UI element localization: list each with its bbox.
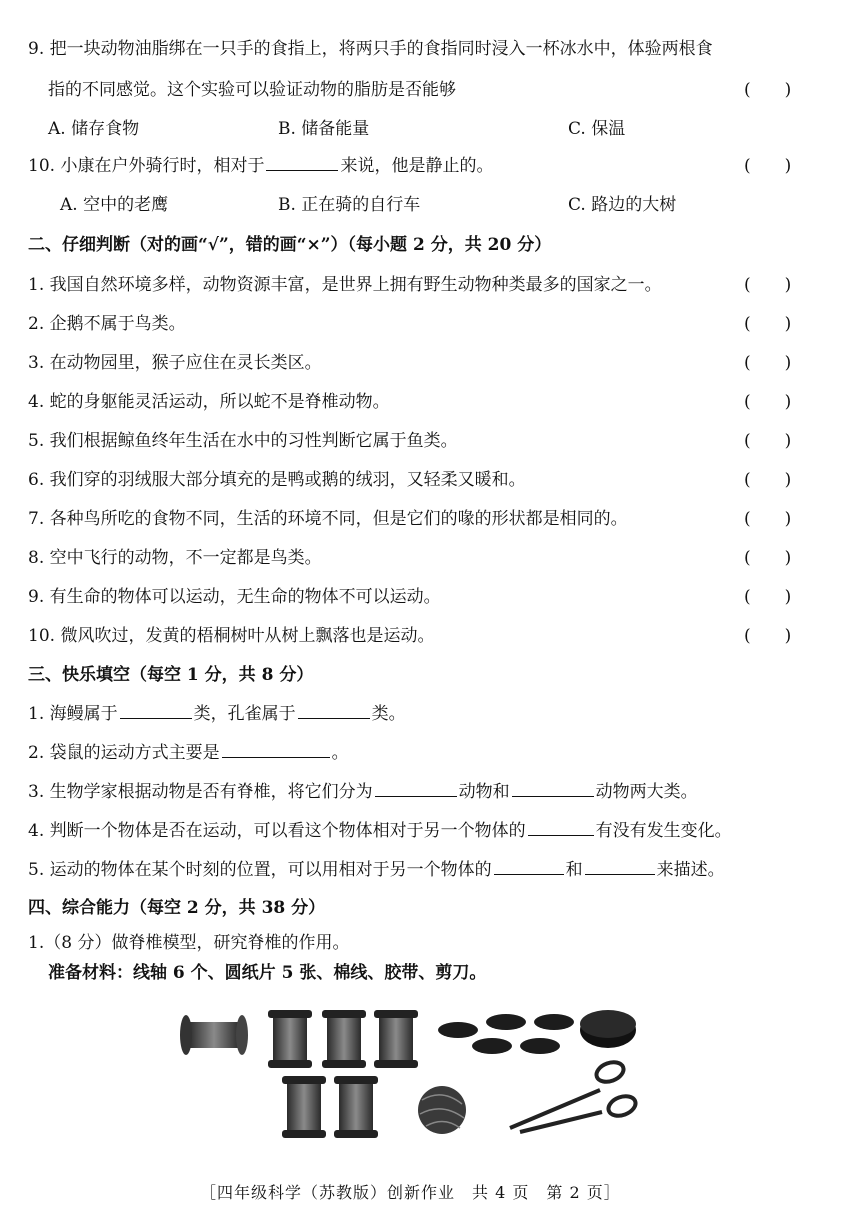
- question-9-line2: 指的不同感觉。这个实验可以验证动物的脂肪是否能够: [48, 80, 456, 100]
- text: 5. 运动的物体在某个时刻的位置，可以用相对于另一个物体的: [28, 860, 492, 880]
- text: 类，孔雀属于: [193, 704, 296, 724]
- text: 动物和: [458, 782, 510, 802]
- fill-question-1: [28, 699, 406, 724]
- scissors-icon: [510, 1059, 638, 1132]
- page-footer: ［四年级科学（苏教版）创新作业 共 4 页 第 2 页］: [200, 1183, 621, 1202]
- judge-item: 6. 我们穿的羽绒服大部分填充的是鸭或鹅的绒羽，又轻柔又暖和。: [28, 470, 526, 490]
- judge-item: 8. 空中飞行的动物，不一定都是鸟类。: [28, 548, 322, 568]
- q9-option-b: B. 储备能量: [278, 119, 370, 139]
- text: 动物两大类。: [595, 782, 698, 802]
- text: 来描述。: [656, 860, 725, 880]
- answer-blank[interactable]: [120, 700, 192, 719]
- fill-question-5: [28, 855, 725, 880]
- answer-paren[interactable]: ( ): [744, 509, 792, 529]
- answer-paren[interactable]: ( ): [744, 353, 792, 373]
- answer-blank[interactable]: [222, 739, 330, 758]
- answer-blank[interactable]: [528, 817, 594, 836]
- answer-paren[interactable]: ( ): [744, 80, 792, 100]
- materials-list: 准备材料：线轴 6 个、圆纸片 5 张、棉线、胶带、剪刀。: [48, 963, 487, 983]
- section-3-title: 三、快乐填空（每空 1 分，共 8 分）: [28, 665, 314, 685]
- judge-item: 1. 我国自然环境多样，动物资源丰富，是世界上拥有野生动物种类最多的国家之一。: [28, 275, 662, 295]
- tape-roll-icon: [580, 1010, 636, 1048]
- answer-paren[interactable]: ( ): [744, 587, 792, 607]
- answer-paren[interactable]: ( ): [744, 548, 792, 568]
- paper-disc-icon: [438, 1014, 574, 1054]
- judge-item: 10. 微风吹过，发黄的梧桐树叶从树上飘落也是运动。: [28, 626, 435, 646]
- spool-icon: [374, 1010, 418, 1068]
- text: 类。: [371, 704, 406, 724]
- spool-icon: [180, 1015, 248, 1055]
- section-4-title: 四、综合能力（每空 2 分，共 38 分）: [28, 898, 326, 918]
- materials-illustration: [170, 1000, 650, 1150]
- question-9-line1: 9. 把一块动物油脂绑在一只手的食指上，将两只手的食指同时浸入一杯冰水中，体验两根食: [28, 39, 713, 59]
- text: 3. 生物学家根据动物是否有脊椎，将它们分为: [28, 782, 373, 802]
- text: 和: [565, 860, 583, 880]
- answer-blank[interactable]: [266, 152, 338, 171]
- fill-question-2: [28, 738, 349, 763]
- question-10: [28, 151, 493, 176]
- answer-paren[interactable]: ( ): [744, 314, 792, 334]
- text: 。: [331, 743, 349, 763]
- text: 1. 海鳗属于: [28, 704, 118, 724]
- answer-paren[interactable]: ( ): [744, 156, 792, 176]
- answer-paren[interactable]: ( ): [744, 470, 792, 490]
- answer-paren[interactable]: ( ): [744, 392, 792, 412]
- section-2-title: 二、仔细判断（对的画“√”，错的画“×”）（每小题 2 分，共 20 分）: [28, 235, 552, 255]
- answer-blank[interactable]: [585, 856, 655, 875]
- spool-icon: [322, 1010, 366, 1068]
- q10-option-a: A. 空中的老鹰: [60, 195, 169, 215]
- spool-icon: [282, 1076, 326, 1138]
- text: 有没有发生变化。: [595, 821, 732, 841]
- spool-icon: [334, 1076, 378, 1138]
- judge-item: 5. 我们根据鲸鱼终年生活在水中的习性判断它属于鱼类。: [28, 431, 458, 451]
- judge-item: 7. 各种鸟所吃的食物不同，生活的环境不同，但是它们的喙的形状都是相同的。: [28, 509, 628, 529]
- question-10-post: 来说，他是静止的。: [340, 156, 494, 176]
- judge-item: 4. 蛇的身躯能灵活运动，所以蛇不是脊椎动物。: [28, 392, 390, 412]
- judge-item: 3. 在动物园里，猴子应住在灵长类区。: [28, 353, 322, 373]
- cotton-thread-ball-icon: [418, 1086, 466, 1134]
- q10-option-c: C. 路边的大树: [568, 195, 677, 215]
- judge-item: 2. 企鹅不属于鸟类。: [28, 314, 186, 334]
- q9-option-c: C. 保温: [568, 119, 626, 139]
- spool-icon: [268, 1010, 312, 1068]
- fill-question-3: [28, 777, 698, 802]
- question-10-pre: 10. 小康在户外骑行时，相对于: [28, 156, 265, 176]
- answer-blank[interactable]: [512, 778, 594, 797]
- judge-item: 9. 有生命的物体可以运动，无生命的物体不可以运动。: [28, 587, 441, 607]
- fill-question-4: [28, 816, 732, 841]
- comprehensive-question-1: 1.（8 分）做脊椎模型，研究脊椎的作用。: [28, 933, 350, 953]
- answer-blank[interactable]: [494, 856, 564, 875]
- answer-blank[interactable]: [298, 700, 370, 719]
- text: 2. 袋鼠的运动方式主要是: [28, 743, 220, 763]
- answer-paren[interactable]: ( ): [744, 431, 792, 451]
- q9-option-a: A. 储存食物: [48, 119, 140, 139]
- text: 4. 判断一个物体是否在运动，可以看这个物体相对于另一个物体的: [28, 821, 526, 841]
- answer-paren[interactable]: ( ): [744, 626, 792, 646]
- answer-paren[interactable]: ( ): [744, 275, 792, 295]
- answer-blank[interactable]: [375, 778, 457, 797]
- q10-option-b: B. 正在骑的自行车: [278, 195, 421, 215]
